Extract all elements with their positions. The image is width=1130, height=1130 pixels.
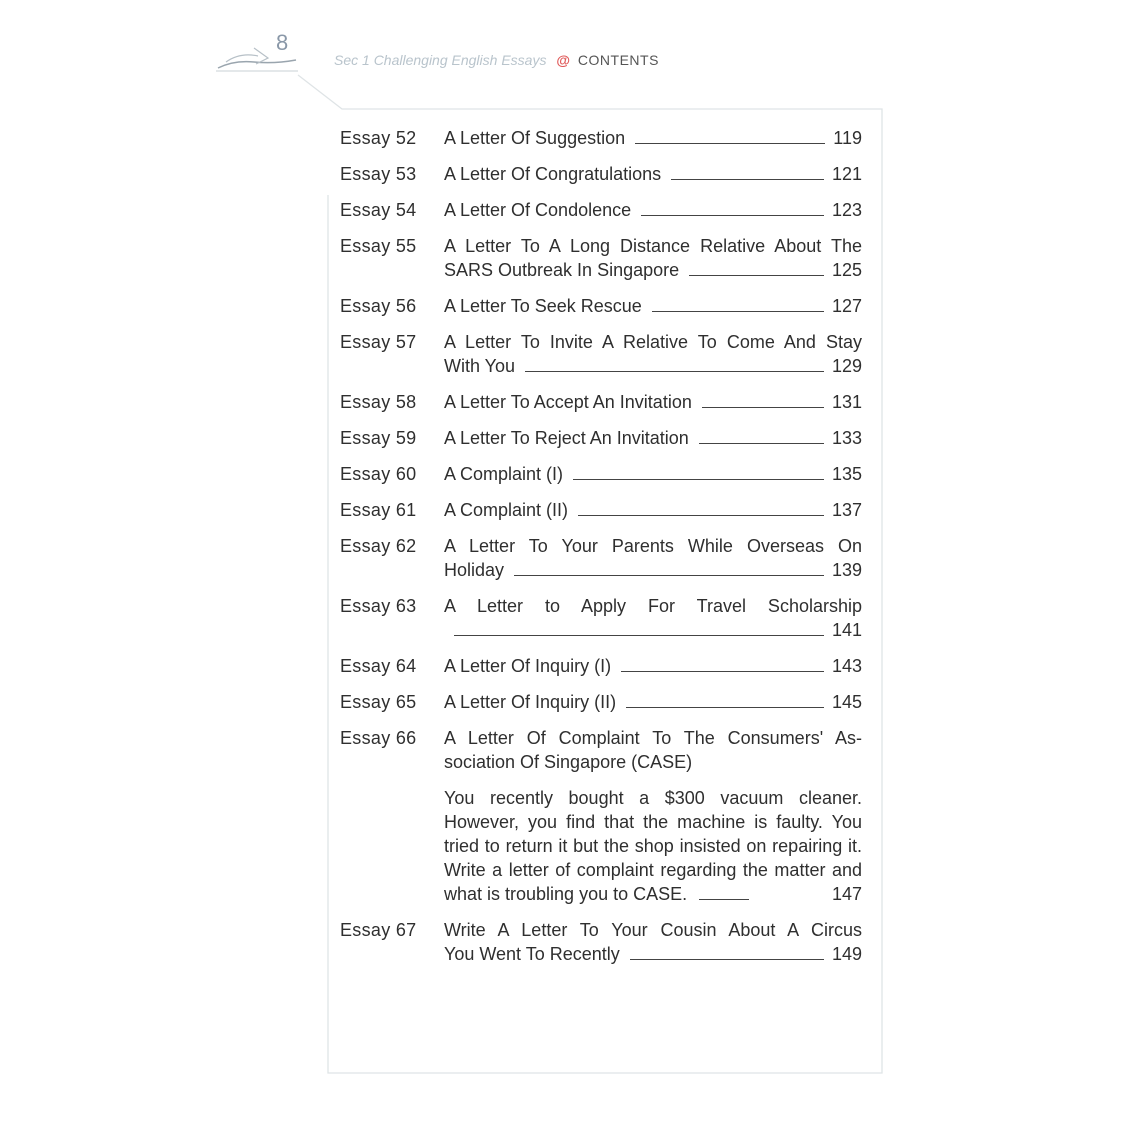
essay-title — [444, 918, 862, 966]
essay-label: Essay 65 — [340, 692, 417, 712]
toc-entry[interactable] — [340, 330, 862, 378]
page-ref: 141 — [831, 620, 862, 640]
title-line — [444, 258, 862, 282]
title-line — [444, 462, 862, 486]
essay-title — [444, 654, 862, 678]
page-ref: 131 — [831, 392, 862, 412]
title-line — [444, 162, 862, 186]
essay-title — [444, 426, 862, 450]
title-line — [444, 390, 862, 414]
toc-entry[interactable] — [340, 126, 862, 150]
page-ref: 147 — [831, 884, 862, 904]
essay-prompt — [444, 786, 862, 906]
essay-label: Essay 60 — [340, 464, 417, 484]
page-ref: 143 — [831, 656, 862, 676]
title-line: A Letter Of Complaint To The Consumers' As- — [444, 728, 862, 748]
title-line — [444, 426, 862, 450]
title-text: A Letter Of Suggestion — [444, 128, 626, 148]
essay-title — [444, 726, 862, 906]
title-text: sociation Of Singapore (CASE) — [444, 752, 693, 772]
title-line — [444, 354, 862, 378]
at-symbol: @ — [556, 52, 571, 68]
essay-label: Essay 67 — [340, 920, 417, 940]
page-ref: 149 — [831, 944, 862, 964]
toc-entry[interactable] — [340, 390, 862, 414]
leader-line — [630, 959, 824, 960]
section-title: CONTENTS — [577, 52, 659, 68]
title-line — [444, 750, 862, 774]
essay-label: Essay 64 — [340, 656, 417, 676]
page-ref: 145 — [831, 692, 862, 712]
title-line — [444, 294, 862, 318]
page-ref: 121 — [831, 164, 862, 184]
essay-label: Essay 58 — [340, 392, 417, 412]
title-line — [444, 126, 862, 150]
title-text: A Letter Of Inquiry (II) — [444, 692, 617, 712]
title-line — [444, 690, 862, 714]
leader-line — [671, 179, 824, 180]
toc-entry[interactable] — [340, 498, 862, 522]
leader-line — [652, 311, 824, 312]
title-line: A Letter To Your Parents While Overseas On — [444, 536, 862, 556]
essay-label: Essay 54 — [340, 200, 417, 220]
leader-line — [699, 443, 824, 444]
essay-title — [444, 234, 862, 282]
toc-entry[interactable] — [340, 918, 862, 966]
toc-entry[interactable] — [340, 426, 862, 450]
essay-title — [444, 498, 862, 522]
toc-entry[interactable] — [340, 198, 862, 222]
leader-line — [573, 479, 824, 480]
essay-title — [444, 390, 862, 414]
title-text: A Letter To Seek Rescue — [444, 296, 642, 316]
essay-label: Essay 61 — [340, 500, 417, 520]
running-header — [334, 52, 659, 68]
title-line: A Letter To Invite A Relative To Come And Stay — [444, 332, 862, 352]
title-text: Holiday — [444, 560, 505, 580]
essay-title — [444, 690, 862, 714]
title-text: A Letter Of Condolence — [444, 200, 632, 220]
title-text: With You — [444, 356, 516, 376]
leader-line — [514, 575, 824, 576]
page-ref: 137 — [831, 500, 862, 520]
toc-entry[interactable] — [340, 162, 862, 186]
leader-line — [454, 635, 824, 636]
title-text: SARS Outbreak In Singapore — [444, 260, 680, 280]
page-number: 8 — [276, 30, 289, 55]
title-line — [444, 198, 862, 222]
page-ref: 129 — [831, 356, 862, 376]
title-line — [444, 618, 862, 642]
essay-label: Essay 57 — [340, 332, 417, 352]
toc-entry[interactable] — [340, 690, 862, 714]
page-ref: 135 — [831, 464, 862, 484]
essay-label: Essay 62 — [340, 536, 417, 556]
title-line: A Letter to Apply For Travel Scholarship — [444, 596, 862, 616]
essay-label: Essay 63 — [340, 596, 417, 616]
leader-line — [641, 215, 824, 216]
page-ref: 127 — [831, 296, 862, 316]
title-text: A Letter To Reject An Invitation — [444, 428, 689, 448]
title-text: A Letter Of Congratulations — [444, 164, 662, 184]
title-text: A Complaint (I) — [444, 464, 564, 484]
page-ref: 119 — [833, 128, 862, 148]
page-ref: 133 — [831, 428, 862, 448]
essay-title — [444, 534, 862, 582]
toc-entry[interactable] — [340, 594, 862, 642]
essay-title — [444, 162, 862, 186]
title-text: A Letter To Accept An Invitation — [444, 392, 692, 412]
essay-title — [444, 294, 862, 318]
table-of-contents — [340, 126, 862, 978]
essay-title — [444, 126, 862, 150]
leader-line — [699, 899, 749, 900]
essay-label: Essay 53 — [340, 164, 417, 184]
essay-label: Essay 66 — [340, 728, 417, 748]
essay-title — [444, 462, 862, 486]
toc-entry[interactable] — [340, 234, 862, 282]
page-ref: 139 — [831, 560, 862, 580]
leader-line — [578, 515, 824, 516]
leader-line — [635, 143, 825, 144]
title-line — [444, 498, 862, 522]
leader-line — [702, 407, 824, 408]
essay-label: Essay 55 — [340, 236, 417, 256]
essay-title — [444, 594, 862, 642]
title-text: You Went To Recently — [444, 944, 620, 964]
toc-entry[interactable] — [340, 294, 862, 318]
essay-label: Essay 52 — [340, 128, 417, 148]
essay-label: Essay 56 — [340, 296, 417, 316]
page-ref: 125 — [831, 260, 862, 280]
title-line — [444, 654, 862, 678]
title-line — [444, 558, 862, 582]
title-text: A Complaint (II) — [444, 500, 569, 520]
leader-line — [621, 671, 824, 672]
essay-title — [444, 198, 862, 222]
toc-entry[interactable] — [340, 654, 862, 678]
title-line — [444, 942, 862, 966]
title-line: A Letter To A Long Distance Relative About The — [444, 236, 862, 256]
essay-title — [444, 330, 862, 378]
title-text: A Letter Of Inquiry (I) — [444, 656, 612, 676]
leader-line — [689, 275, 824, 276]
prompt-text: You recently bought a $300 vacuum cleaner. However, you find that the machine is faulty. You tried to return it but the shop insisted on repairing it. Write a letter of complaint regarding the matter and what is troubling you to CASE. — [444, 788, 862, 904]
leader-line — [525, 371, 824, 372]
book-title: Sec 1 Challenging English Essays — [334, 52, 547, 68]
title-line: Write A Letter To Your Cousin About A Circus — [444, 920, 862, 940]
toc-entry[interactable] — [340, 726, 862, 906]
toc-entry[interactable] — [340, 534, 862, 582]
page-ref: 123 — [831, 200, 862, 220]
toc-entry[interactable] — [340, 462, 862, 486]
leader-line — [626, 707, 824, 708]
essay-label: Essay 59 — [340, 428, 417, 448]
